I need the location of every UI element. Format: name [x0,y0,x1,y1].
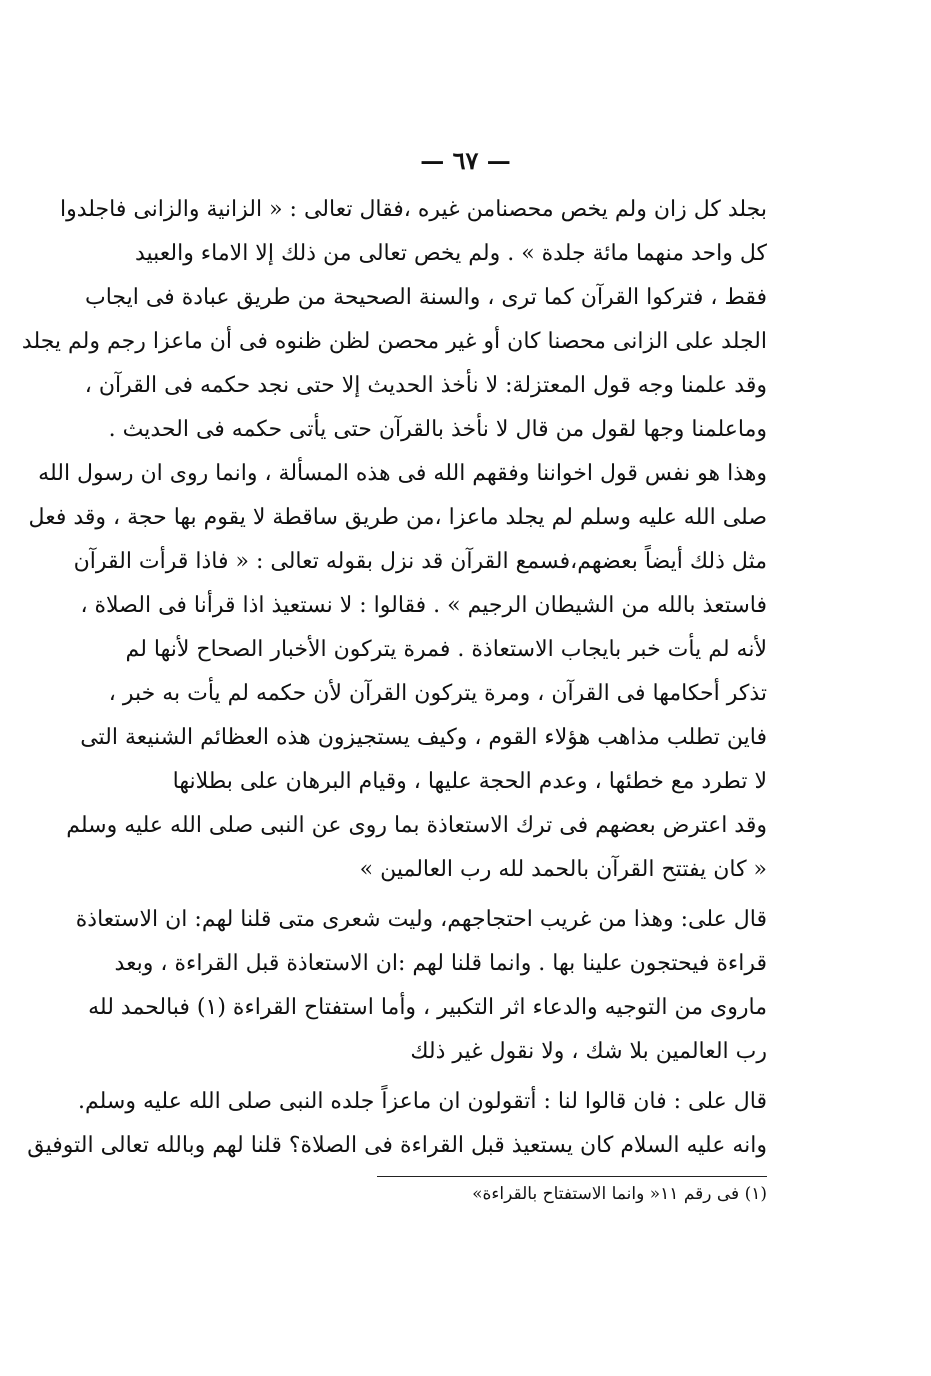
text-line: لا تطرد مع خطئها ، وعدم الحجة عليها ، وقيام البرهان على بطلانها [172,769,767,794]
text-line: قال على: وهذا من غريب احتجاجهم، وليت شعرى متى قلنا لهم: ان الاستعاذة [75,907,767,932]
text-line: صلى الله عليه وسلم لم يجلد ماعزا ،من طريق ساقطة لا يقوم بها حجة ، وقد فعل [28,505,767,530]
text-line: بجلد كل زان ولم يخص محصنامن غيره ،فقال تعالى : « الزانية والزانى فاجلدوا [59,197,767,222]
text-line: وانه عليه السلام كان يستعيذ قبل القراءة فى الصلاة؟ قلنا لهم وبالله تعالى التوفيق [27,1133,767,1158]
text-line: وهذا هو نفس قول اخواننا وفقهم الله فى هذه المسألة ، وانما روى ان رسول الله [38,461,767,486]
text-line: تذكر أحكامها فى القرآن ، ومرة يتركون القرآن لأن حكمه لم يأت به خبر ، [108,681,767,706]
text-line: الجلد على الزانى محصنا كان أو غير محصن لظن ظنوه فى أن ماعزا رجم ولم يجلد [21,329,767,354]
text-line: لأنه لم يأت خبر بايجاب الاستعاذة . فمرة يتركون الأخبار الصحاح لأنها لم [125,637,767,662]
text-line: كل واحد منهما مائة جلدة » . ولم يخص تعالى من ذلك إلا الاماء والعبيد [134,241,767,266]
text-line: « كان يفتتح القرآن بالحمد لله رب العالمين » [359,857,767,882]
page-number: — ٦٧ — [420,146,511,175]
text-line: قال على : فان قالوا لنا : أتقولون ان ماعزاً جلده النبى صلى الله عليه وسلم. [78,1089,767,1114]
footnote-divider [377,1176,767,1177]
text-line: وقد علمنا وجه قول المعتزلة: لا نأخذ الحديث إلا حتى نجد حكمه فى القرآن ، [84,373,767,398]
text-line: قراءة فيحتجون علينا بها . وانما قلنا لهم :ان الاستعاذة قبل القراءة ، وبعد [114,951,767,976]
text-line: مثل ذلك أيضاً بعضهم،فسمع القرآن قد نزل بقوله تعالى : « فاذا قرأت القرآن [73,549,767,574]
footnote: (١) فى رقم ١١« وانما الاستفتاح بالقراءة» [472,1184,767,1204]
text-line: فاين تطلب مذاهب هؤلاء القوم ، وكيف يستجيزون هذه العظائم الشنيعة التى [80,725,767,750]
body-text [21,188,767,1168]
text-line: رب العالمين بلا شك ، ولا نقول غير ذلك [410,1039,767,1064]
text-line: فاستعذ بالله من الشيطان الرجيم » . فقالوا : لا نستعيذ اذا قرأنا فى الصلاة ، [80,593,767,618]
text-line: ماروى من التوجيه والدعاء اثر التكبير ، وأما استفتاح القراءة (١) فبالحمد لله [88,995,767,1020]
text-line: وماعلمنا وجها لقول من قال لا نأخذ بالقرآن حتى يأتى حكمه فى الحديث . [108,417,767,442]
text-line: فقط ، فتركوا القرآن كما ترى ، والسنة الصحيحة من طريق عبادة فى ايجاب [85,285,767,310]
text-line: وقد اعترض بعضهم فى ترك الاستعاذة بما روى عن النبى صلى الله عليه وسلم [66,813,767,838]
